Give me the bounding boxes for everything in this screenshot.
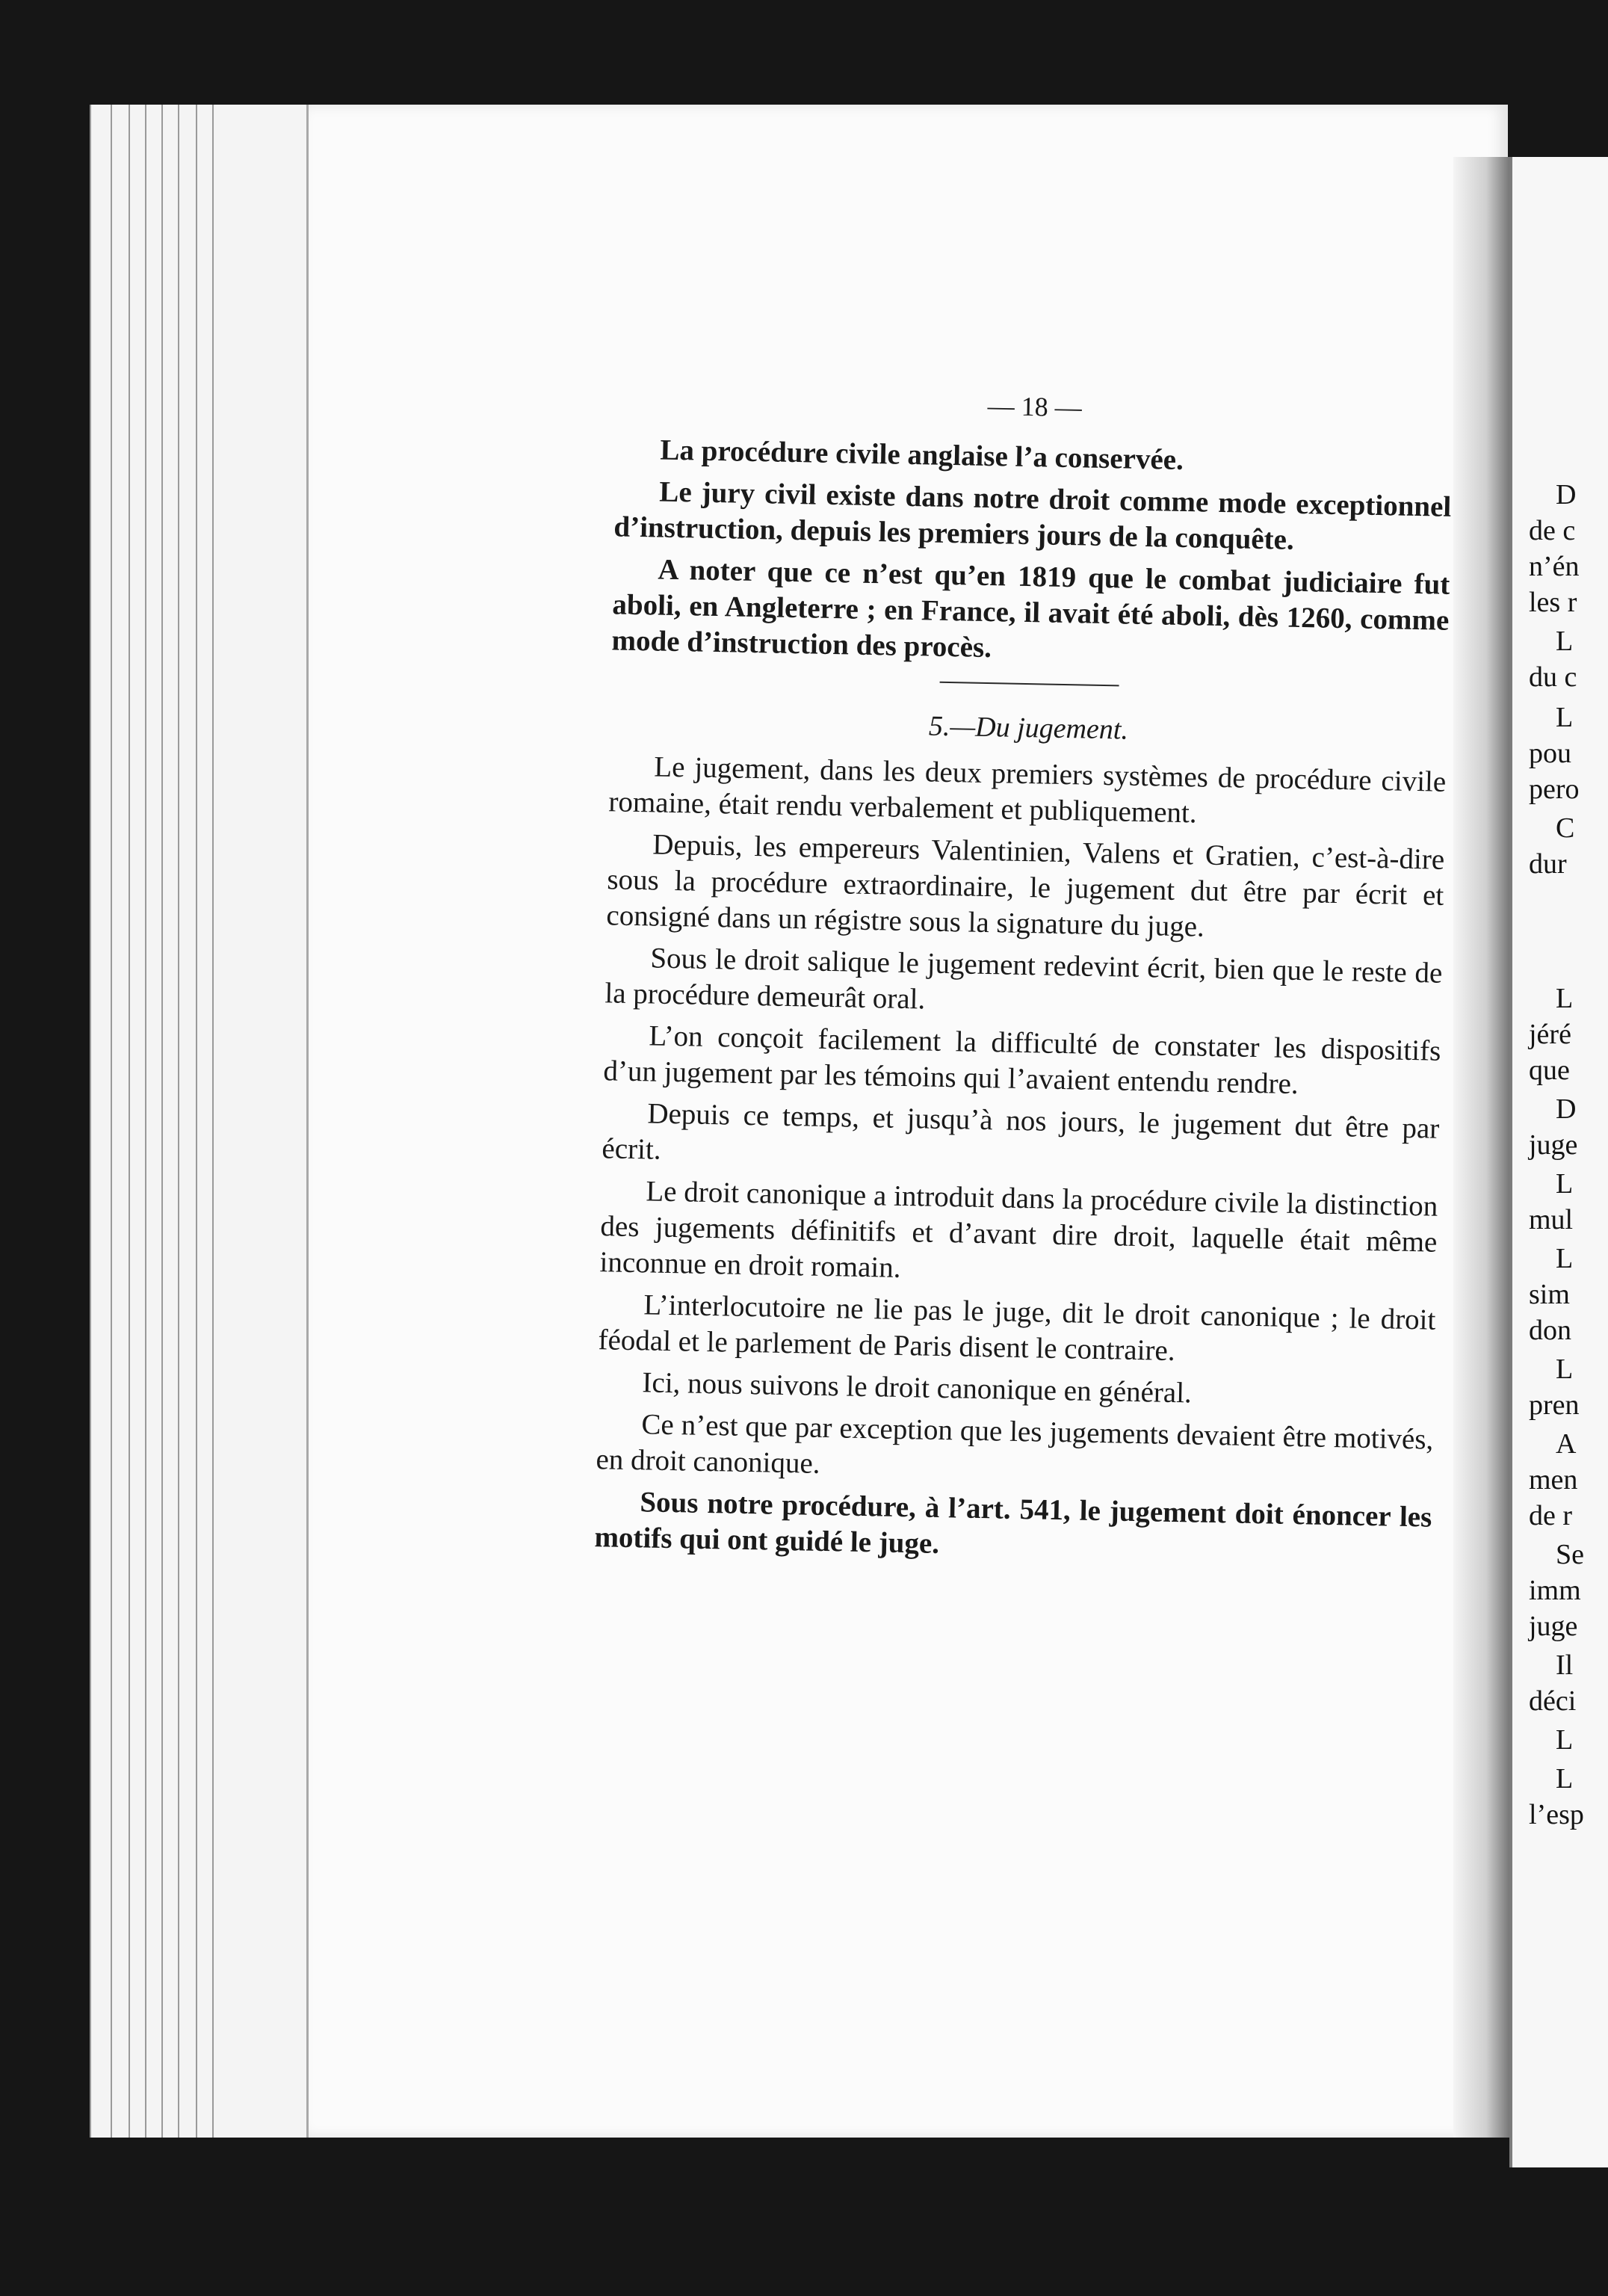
paragraph: Ici, nous suivons le droit canonique en général. [642, 1366, 1193, 1410]
right-page-fragment: de c [1529, 515, 1576, 546]
right-page-fragment: n’én [1529, 551, 1580, 582]
right-page-fragment: déci [1529, 1685, 1577, 1717]
right-page-fragment: L [1556, 1763, 1574, 1794]
right-page-fragment: A [1556, 1428, 1577, 1460]
section-divider [940, 682, 1119, 687]
right-page-fragment: Se [1556, 1539, 1584, 1570]
right-page-fragment: pou [1529, 738, 1571, 769]
paragraph: La procédure civile anglaise l’a conservée. [660, 433, 1184, 476]
right-page-fragment: L [1556, 1354, 1574, 1385]
paragraph: Le droit canonique a introduit dans la procédure civile la distinction des jugements définitifs et d’avant dire droit, laquelle était même inconnue en droit romain. [599, 1175, 1438, 1284]
paragraph: Sous le droit salique le jugement redevint écrit, bien que le reste de la procédure demeurât oral. [604, 942, 1443, 1016]
right-page-fragment: pren [1529, 1389, 1580, 1421]
right-page-fragment: jéré [1529, 1019, 1571, 1050]
page-text [594, 380, 1453, 1577]
paragraph: Le jury civil existe dans notre droit comme mode exceptionnel d’instruction, depuis les premiers jours de la conquête. [613, 475, 1452, 556]
right-page-fragment: C [1556, 812, 1575, 844]
right-page-fragment: D [1556, 479, 1577, 510]
right-page-fragment: L [1556, 1168, 1574, 1200]
right-page-fragment: mul [1529, 1204, 1574, 1235]
right-page-fragment: que [1529, 1055, 1570, 1086]
paragraph: Sous notre procédure, à l’art. 541, le jugement doit énoncer les motifs qui ont guidé le juge. [594, 1486, 1432, 1560]
right-page-fragment: les r [1529, 587, 1577, 618]
book-page-right [1509, 157, 1608, 2167]
right-page-fragment: don [1529, 1315, 1571, 1346]
right-page-fragment: men [1529, 1464, 1578, 1496]
right-page-fragment: L [1556, 983, 1574, 1014]
paragraph: Le jugement, dans les deux premiers systèmes de procédure civile romaine, était rendu verbalement et publiquement. [608, 750, 1447, 830]
right-page-fragment: L [1556, 1243, 1574, 1274]
paragraph: Depuis ce temps, et jusqu’à nos jours, le jugement dut être par écrit. [602, 1097, 1440, 1166]
right-page-fragment: juge [1529, 1611, 1578, 1642]
right-page-fragment: dur [1529, 848, 1567, 880]
right-page-fragment: L [1556, 702, 1574, 733]
page-number: — 18 — [987, 390, 1083, 423]
book-gutter [1453, 157, 1513, 2138]
right-page-fragment: l’esp [1529, 1799, 1584, 1830]
right-page-fragment: de r [1529, 1500, 1573, 1531]
right-page-fragment: sim [1529, 1279, 1570, 1310]
right-page-fragment: pero [1529, 774, 1580, 805]
paragraph: Ce n’est que par exception que les jugements devaient être motivés, en droit canonique. [596, 1408, 1434, 1480]
right-page-fragment: imm [1529, 1575, 1581, 1606]
paragraph: Depuis, les empereurs Valentinien, Valens et Gratien, c’est-à-dire sous la procédure extraordinaire, le jugement dut être par écrit et consigné dans un régistre sous la signature du juge. [606, 828, 1445, 943]
right-page-fragment: L [1556, 626, 1574, 657]
section-title: 5.—Du jugement. [928, 710, 1129, 746]
paragraph: L’on conçoit facilement la difficulté de constater les dispositifs d’un jugement par les témoins qui l’avaient entendu rendre. [603, 1019, 1441, 1101]
paragraph: A noter que ce n’est qu’en 1819 que le combat judiciaire fut aboli, en Angleterre ; en France, il avait été aboli, dès 1260, comme mode d’instruction des procès. [611, 553, 1450, 664]
right-page-fragment: du c [1529, 661, 1577, 693]
right-page-fragment: D [1556, 1093, 1577, 1125]
right-page-fragment: juge [1529, 1129, 1578, 1161]
right-page-fragment: L [1556, 1724, 1574, 1756]
right-page-fragment: Il [1556, 1650, 1574, 1681]
paragraph: L’interlocutoire ne lie pas le juge, dit le droit canonique ; le droit féodal et le parlement de Paris disent le contraire. [598, 1289, 1436, 1367]
